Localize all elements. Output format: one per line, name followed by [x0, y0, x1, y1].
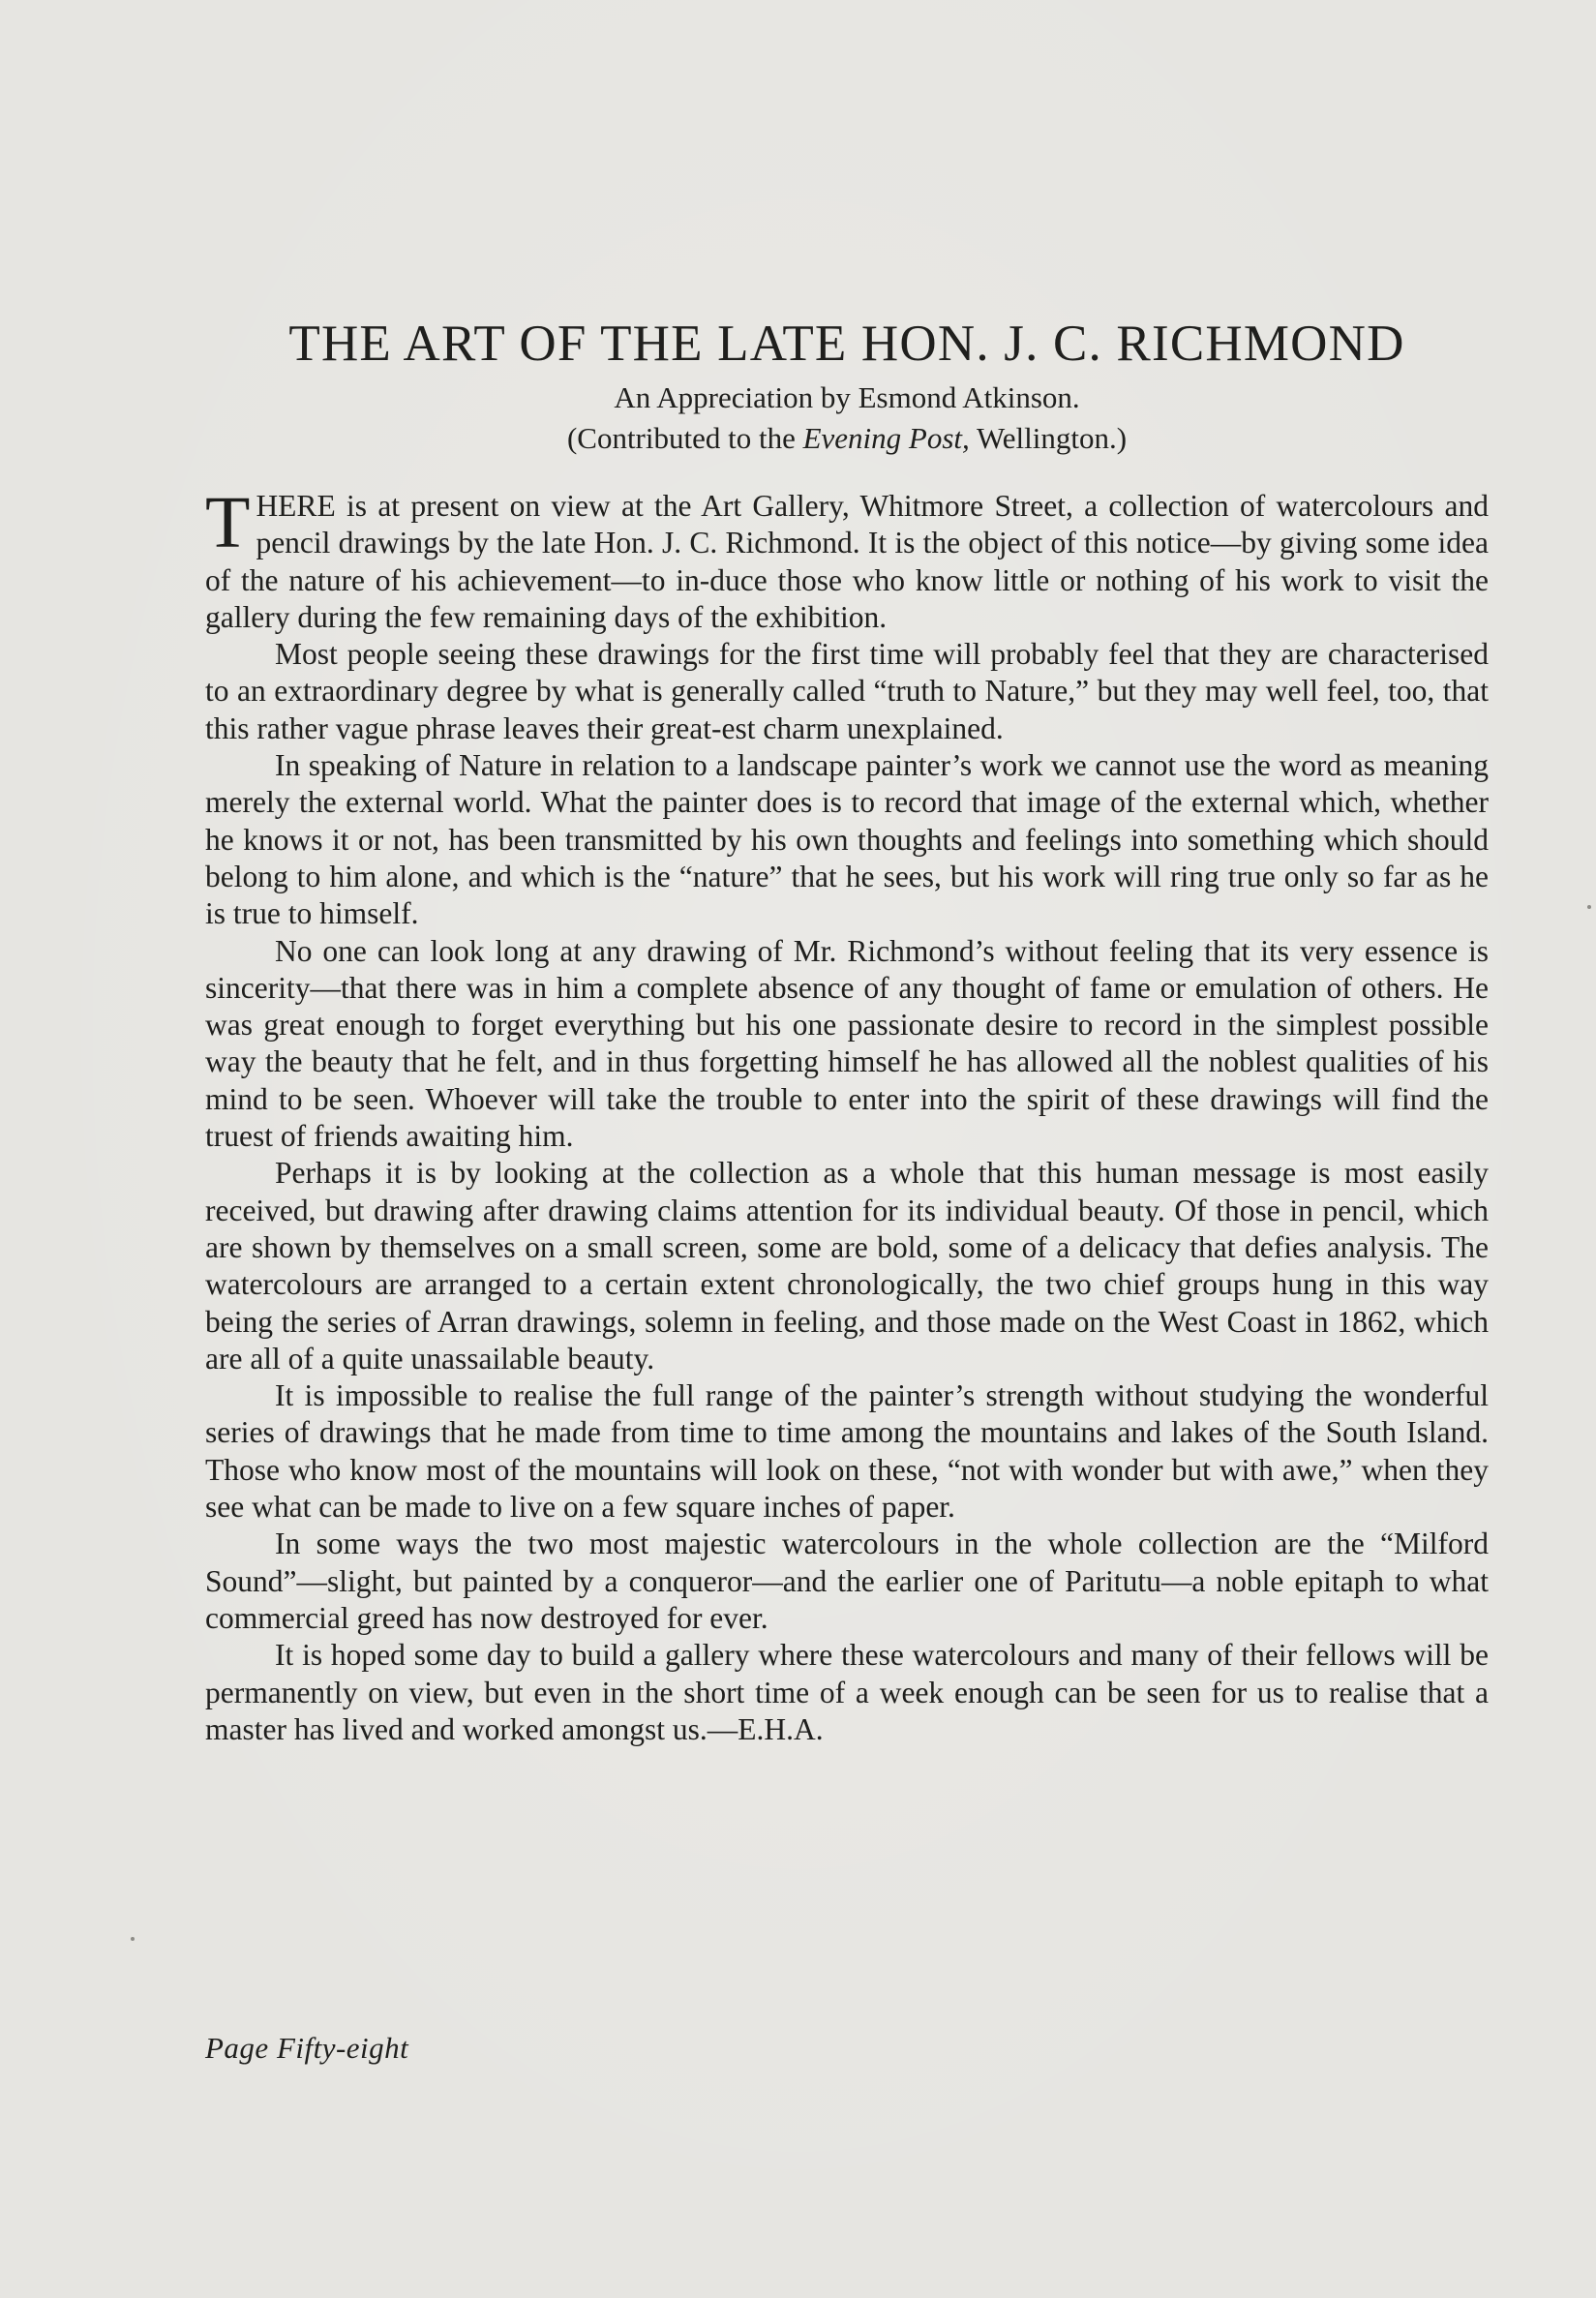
- article-title: THE ART OF THE LATE HON. J. C. RICHMOND: [288, 316, 1405, 372]
- paragraph-4: No one can look long at any drawing of Mr. Richmond’s without feeling that its very essence is sincerity—that there was in him a complete absence of any thought of fame or emulation of others. He was great enough to forget everything but his one passionate desire to record in the simplest possible way the beauty that he felt, and in thus forgetting himself he has allowed all the noblest qualities of his mind to be seen. Whoever will take the trouble to enter into the spirit of these drawings will find the truest of friends awaiting him.: [205, 933, 1489, 1154]
- article: [205, 310, 1489, 1748]
- margin-speck-right: [1587, 905, 1591, 909]
- source-publication: Evening Post,: [802, 421, 970, 455]
- source-suffix: Wellington.): [969, 421, 1128, 455]
- paragraph-8: It is hoped some day to build a gallery where these watercolours and many of their fellows will be permanently on view, but even in the short time of a week enough can be seen for us to realise that a master has lived and worked amongst us.—E.H.A.: [205, 1638, 1489, 1746]
- drop-cap: T: [205, 482, 251, 563]
- margin-speck-left: [131, 1937, 135, 1941]
- byline: An Appreciation by Esmond Atkinson.: [614, 380, 1080, 414]
- source-line: [205, 418, 1489, 459]
- source-prefix: (Contributed to the: [566, 421, 803, 455]
- paragraph-5: Perhaps it is by looking at the collection as a whole that this human message is most easily received, but drawing after drawing claims attention for its individual beauty. Of those in pencil, which are shown by themselves on a small screen, some are bold, some of a delicacy that defies analysis. The watercolours are arranged to a certain extent chronologically, the two chief groups hung in this way being the series of Arran drawings, solemn in feeling, and those made on the West Coast in 1862, which are all of a quite unassailable beauty.: [205, 1156, 1489, 1376]
- paragraph-6: It is impossible to realise the full range of the painter’s strength without studying the wonderful series of drawings that he made from time to time among the mountains and lakes of the South Island. Those who know most of the mountains will look on these, “not with wonder but with awe,” when they see what can be made to live on a few square inches of paper.: [205, 1378, 1489, 1525]
- article-body: [205, 482, 1489, 1748]
- paragraph-7: In some ways the two most majestic watercolours in the whole collection are the “Milford Sound”—slight, but painted by a conqueror—and the earlier one of Paritutu—a noble epitaph to what commercial greed has now destroyed for ever.: [205, 1527, 1489, 1635]
- page-number: Page Fifty-eight: [205, 2031, 409, 2065]
- paragraph-2: Most people seeing these drawings for the first time will probably feel that they are characterised to an extraordinary degree by what is generally called “truth to Nature,” but they may well feel, too, that this rather vague phrase leaves their great-est charm unexplained.: [205, 637, 1489, 745]
- paragraph-3: In speaking of Nature in relation to a landscape painter’s work we cannot use the word as meaning merely the external world. What the painter does is to record that image of the external which, whether he knows it or not, has been transmitted by his own thoughts and feelings into something which should belong to him alone, and which is the “nature” that he sees, but his work will ring true only so far as he is true to himself.: [205, 748, 1489, 931]
- paragraph-1: [205, 482, 1489, 636]
- paragraph-1-text: HERE is at present on view at the Art Gallery, Whitmore Street, a collection of watercolours and pencil drawings by the late Hon. J. C. Richmond. It is the object of this notice—by giving some idea of the nature of his achievement—to in-duce those who know little or nothing of his work to visit the gallery during the few remaining days of the exhibition.: [205, 489, 1489, 634]
